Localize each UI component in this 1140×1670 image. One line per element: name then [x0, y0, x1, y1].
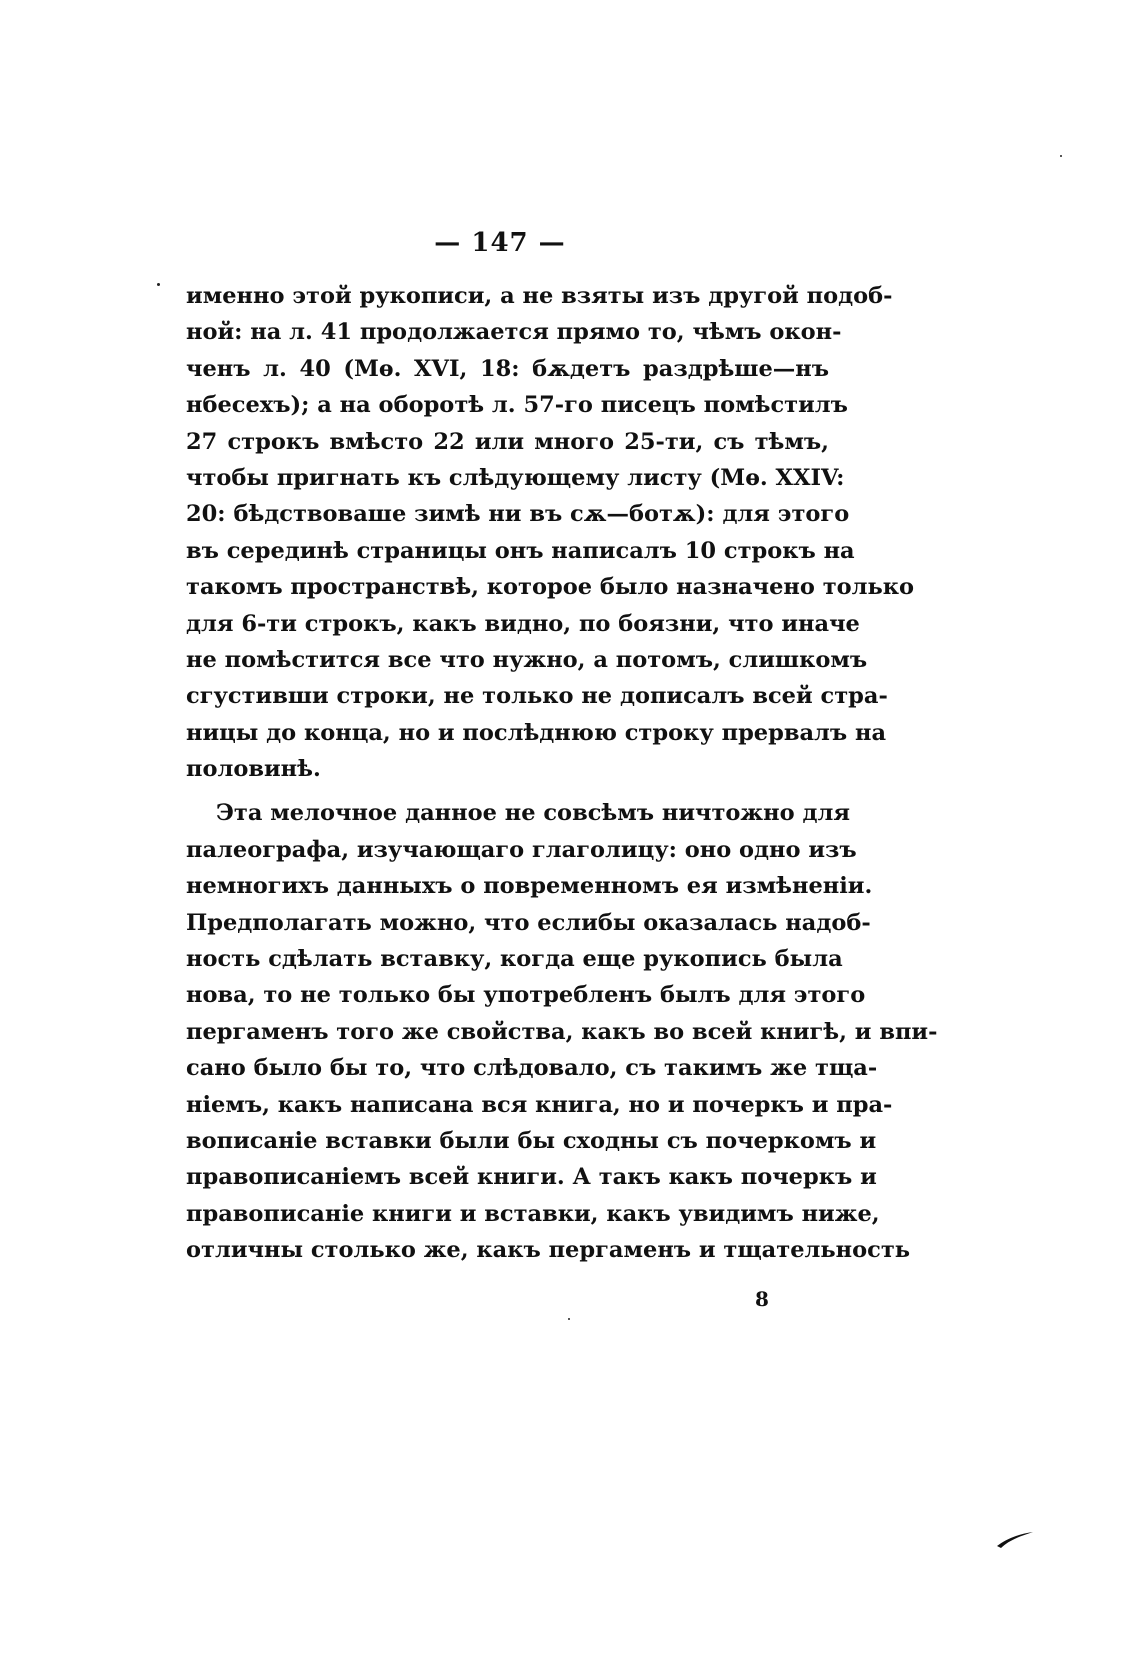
text-line: не помѣстится все что нужно, а потомъ, слишкомъ [186, 646, 868, 673]
dust-speck [568, 1318, 570, 1320]
text-line: 27 строкъ вмѣсто 22 или много 25-ти, съ тѣмъ, [186, 428, 829, 455]
text-line: въ серединѣ страницы онъ написалъ 10 строкъ на [186, 537, 855, 564]
pen-stroke-icon [995, 1530, 1035, 1550]
paragraph-1 [186, 278, 915, 787]
text-line: такомъ пространствѣ, которое было назначено только [186, 574, 915, 601]
text-line: немногихъ данныхъ о повременномъ ея измѣненіи. [186, 873, 873, 900]
text-line: Предполагать можно, что еслибы оказалась надоб- [186, 909, 871, 936]
text-line: отличны столько же, какъ пергаменъ и тщательность [186, 1237, 911, 1264]
text-line: ность сдѣлать вставку, когда еще рукопись была [186, 946, 843, 973]
page-number: — 147 — [434, 228, 566, 258]
text-line: пергаменъ того же свойства, какъ во всей книгѣ, и впи- [186, 1018, 938, 1045]
text-line: ной: на л. 41 продолжается прямо то, чѣмъ окон- [186, 319, 842, 346]
dust-speck [157, 283, 160, 286]
signature-mark: 8 [755, 1287, 769, 1311]
text-line: правописаніе книги и вставки, какъ увидимъ ниже, [186, 1200, 880, 1227]
paragraph-2 [186, 795, 938, 1268]
text-line: нбесехъ); а на оборотѣ л. 57-го писецъ помѣстилъ [186, 392, 848, 419]
text-line: нова, то не только бы употребленъ былъ для этого [186, 982, 866, 1009]
text-line: ченъ л. 40 (Мѳ. XVI, 18: бѫдетъ раздрѣше—нъ [186, 355, 829, 382]
text-line: 20: бѣдствоваше зимѣ ни въ сѫ—ботѫ): для этого [186, 501, 850, 528]
text-line: сгустивши строки, не только не дописалъ всей стра- [186, 683, 888, 710]
paragraph-gap [186, 787, 829, 795]
text-line: сано было бы то, что слѣдовало, съ такимъ же тща- [186, 1055, 878, 1082]
text-line: именно этой рукописи, а не взяты изъ другой подоб- [186, 283, 893, 309]
text-line: палеографа, изучающаго глаголицу: оно одно изъ [186, 836, 857, 863]
body-text [186, 278, 938, 1269]
text-line: половинѣ. [186, 756, 321, 783]
dust-speck [1060, 155, 1062, 157]
text-line: Эта мелочное данное не совсѣмъ ничтожно для [216, 800, 850, 827]
text-line: ницы до конца, но и послѣднюю строку прервалъ на [186, 719, 887, 746]
text-line: чтобы пригнать къ слѣдующему листу (Мѳ. XXIV: [186, 464, 845, 491]
text-line: вописаніе вставки были бы сходны съ почеркомъ и [186, 1127, 877, 1154]
text-line: правописаніемъ всей книги. А такъ какъ почеркъ и [186, 1164, 877, 1191]
text-line: для 6-ти строкъ, какъ видно, по боязни, что иначе [186, 610, 860, 637]
text-line: ніемъ, какъ написана вся книга, но и почеркъ и пра- [186, 1091, 893, 1118]
